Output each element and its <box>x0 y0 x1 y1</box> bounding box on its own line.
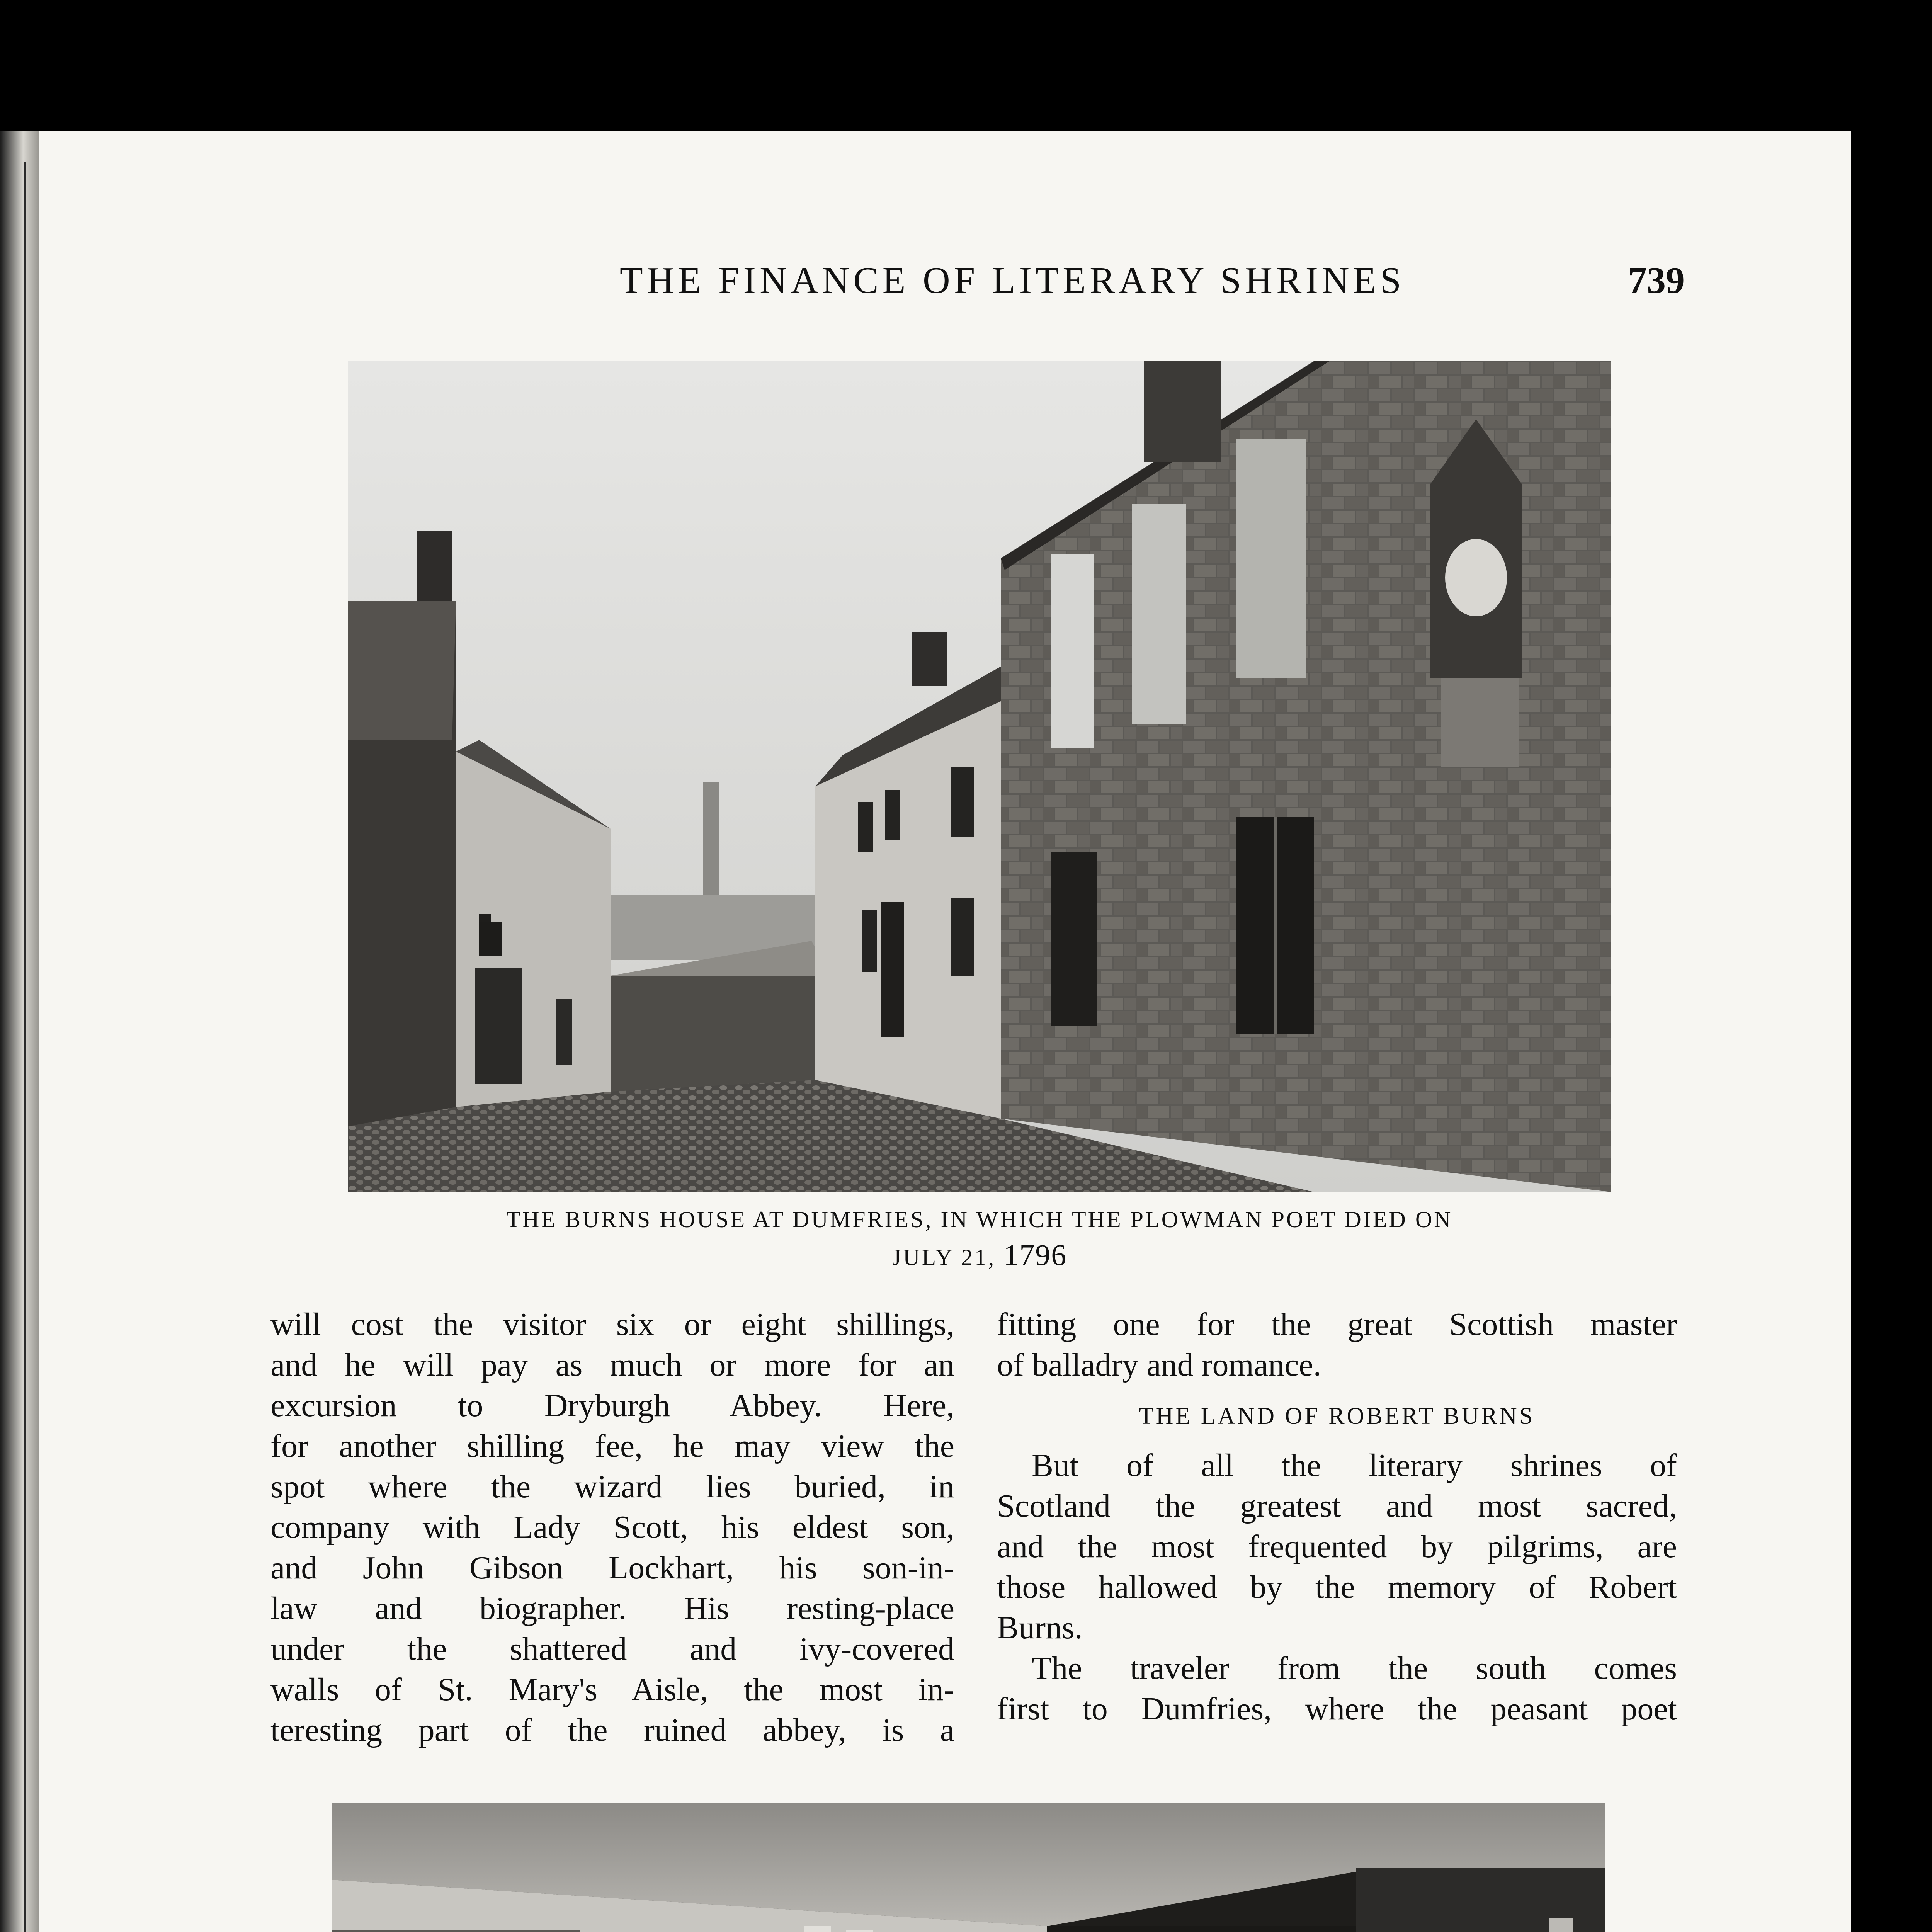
caption-line-2-prefix: JULY 21, <box>892 1245 996 1270</box>
adjacent-page-edge <box>0 131 39 1932</box>
text-line: those hallowed by the memory of Robert <box>997 1569 1677 1605</box>
text-line: walls of St. Mary's Aisle, the most in- <box>270 1672 954 1708</box>
text-line: teresting part of the ruined abbey, is a <box>270 1712 954 1748</box>
burns-house-photo <box>348 361 1611 1192</box>
text-line: But of all the literary shrines of <box>1032 1447 1677 1483</box>
binding-line <box>24 162 26 1932</box>
text-line: Burns. <box>997 1610 1083 1646</box>
text-line: law and biographer. His resting-place <box>270 1590 954 1626</box>
running-head: THE FINANCE OF LITERARY SHRINES <box>619 260 1405 301</box>
body-column-right <box>997 1304 1677 1729</box>
text-line: for another shilling fee, he may view the <box>270 1428 954 1464</box>
text-line: excursion to Dryburgh Abbey. Here, <box>270 1388 954 1423</box>
section-heading: THE LAND OF ROBERT BURNS <box>1139 1403 1535 1429</box>
caption-year: 1796 <box>1003 1238 1067 1272</box>
text-line: fitting one for the great Scottish master <box>997 1306 1677 1342</box>
text-line: will cost the visitor six or eight shillings, <box>270 1306 954 1342</box>
text-line: company with Lady Scott, his eldest son, <box>270 1509 954 1545</box>
page-number: 739 <box>1628 260 1685 301</box>
birth-room-photo <box>332 1803 1605 1932</box>
burns-house-illustration <box>348 361 1611 1192</box>
text-line: first to Dumfries, where the peasant poet <box>997 1691 1677 1727</box>
burns-house-caption <box>348 1202 1611 1275</box>
text-line: Scotland the greatest and most sacred, <box>997 1488 1677 1524</box>
text-line: and John Gibson Lockhart, his son-in- <box>270 1550 954 1586</box>
text-line: under the shattered and ivy-covered <box>270 1631 954 1667</box>
text-line: The traveler from the south comes <box>1032 1650 1677 1686</box>
text-line: spot where the wizard lies buried, in <box>270 1469 954 1505</box>
caption-line-1: THE BURNS HOUSE AT DUMFRIES, IN WHICH THE PLOWMAN POET DIED ON <box>506 1207 1453 1232</box>
birth-room-illustration <box>332 1803 1605 1932</box>
text-line: of balladry and romance. <box>997 1347 1321 1383</box>
text-line: and he will pay as much or more for an <box>270 1347 954 1383</box>
body-column-left <box>270 1304 954 1750</box>
text-line: and the most frequented by pilgrims, are <box>997 1529 1677 1565</box>
